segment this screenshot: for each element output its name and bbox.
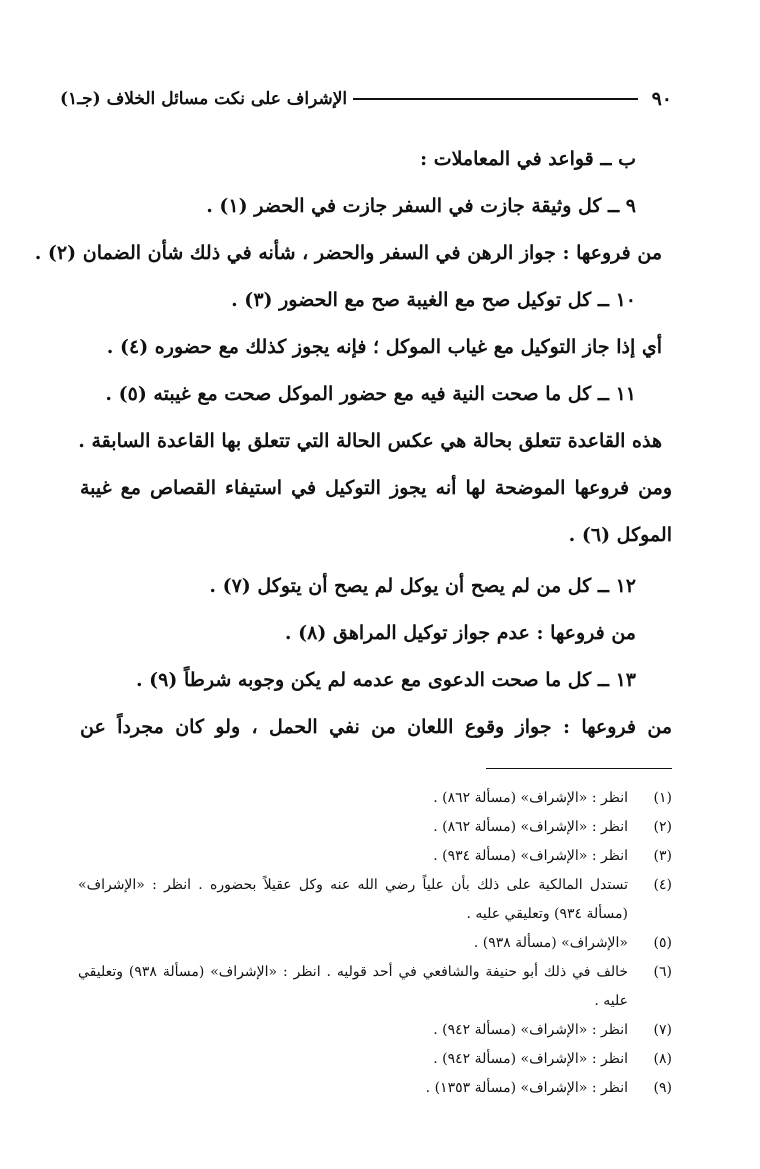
rule-12-branch: من فروعها : عدم جواز توكيل المراهق (٨) . <box>284 622 636 644</box>
section-heading: ب ــ قواعد في المعاملات : <box>420 148 636 170</box>
rule-12: ١٢ ــ كل من لم يصح أن يوكل لم يصح أن يتوكل (٧) . <box>209 575 636 597</box>
footnote-text: انظر : «الإشراف» (مسألة ١٣٥٣) . <box>425 1080 628 1096</box>
rule-10-explanation: أي إذا جاز التوكيل مع غياب الموكل ؛ فإنه يجوز كذلك مع حضوره (٤) . <box>106 336 662 358</box>
body-text <box>34 136 672 751</box>
footnote <box>78 1045 672 1074</box>
footnote-text: انظر : «الإشراف» (مسألة ٨٦٢) . <box>433 790 628 806</box>
rule-11-explanation: هذه القاعدة تتعلق بحالة هي عكس الحالة التي تتعلق بها القاعدة السابقة . <box>78 430 662 452</box>
footnote-number: (٦) <box>653 964 672 980</box>
footnotes <box>78 784 672 1103</box>
rule-9: ٩ ــ كل وثيقة جازت في السفر جازت في الحضر (١) . <box>206 195 636 217</box>
footnote <box>78 813 672 842</box>
footnote-number: (٣) <box>653 848 672 864</box>
page-header <box>60 84 672 114</box>
footnote-number: (٤) <box>653 877 672 893</box>
rule-13: ١٣ ــ كل ما صحت الدعوى مع عدمه لم يكن وجوبه شرطاً (٩) . <box>135 669 636 691</box>
footnote-number: (٩) <box>653 1080 672 1096</box>
footnote-number: (٥) <box>653 935 672 951</box>
page-number: ٩٠ <box>651 88 672 110</box>
footnote <box>78 871 672 929</box>
footnote-number: (٨) <box>653 1051 672 1067</box>
footnote-text: انظر : «الإشراف» (مسألة ٩٤٢) . <box>433 1051 628 1067</box>
footnote-separator <box>486 768 672 769</box>
footnote-text: «الإشراف» (مسألة ٩٣٨) . <box>473 935 628 951</box>
footnote <box>78 929 672 958</box>
footnote <box>78 1016 672 1045</box>
footnote-text: انظر : «الإشراف» (مسألة ٩٤٢) . <box>433 1022 628 1038</box>
footnote <box>78 842 672 871</box>
footnote-text: انظر : «الإشراف» (مسألة ٩٣٤) . <box>433 848 628 864</box>
footnote-number: (١) <box>653 790 672 806</box>
rule-11: ١١ ــ كل ما صحت النية فيه مع حضور الموكل صحت مع غيبته (٥) . <box>105 383 636 405</box>
footnote-text: خالف في ذلك أبو حنيفة والشافعي في أحد قوليه . انظر : «الإشراف» (مسألة ٩٣٨) وتعليقي عليه . <box>78 964 629 1009</box>
rule-10: ١٠ ــ كل توكيل صح مع الغيبة صح مع الحضور (٣) . <box>231 289 636 311</box>
footnote <box>78 784 672 813</box>
rule-13-branch: من فروعها : جواز وقوع اللعان من نفي الحمل ، ولو كان مجرداً عن <box>80 716 672 738</box>
header-rule <box>353 98 637 100</box>
footnote <box>78 1074 672 1103</box>
rule-9-branch: من فروعها : جواز الرهن في السفر والحضر ، شأنه في ذلك شأن الضمان (٢) . <box>34 242 662 264</box>
footnote-text: انظر : «الإشراف» (مسألة ٨٦٢) . <box>433 819 628 835</box>
footnote-text: تستدل المالكية على ذلك بأن علياً رضي الله عنه وكل عقيلاً بحضوره . انظر : «الإشراف» (مسألة ٩٣٤) وتعليقي عليه . <box>78 877 628 922</box>
footnote-number: (٢) <box>653 819 672 835</box>
footnote <box>78 958 672 1016</box>
rule-11-branch: ومن فروعها الموضحة لها أنه يجوز التوكيل في استيفاء القصاص مع غيبة الموكل (٦) . <box>80 477 672 546</box>
footnote-number: (٧) <box>653 1022 672 1038</box>
running-title: الإشراف على نكت مسائل الخلاف (جـ١) <box>60 89 348 109</box>
